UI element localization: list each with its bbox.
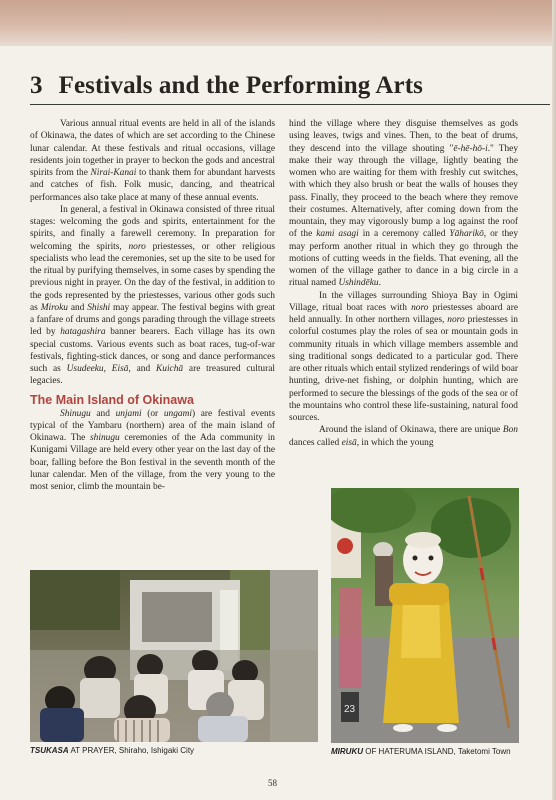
chapter-title [30, 72, 530, 100]
page-edge [552, 0, 556, 800]
left-column [30, 118, 275, 493]
tsukasa-caption-bold: TSUKASA [30, 746, 69, 755]
miruku-caption [331, 747, 531, 757]
section-heading: The Main Island of Okinawa [30, 392, 194, 407]
tsukasa-caption [30, 746, 318, 756]
miruku-caption-text: OF HATERUMA ISLAND, Taketomi Town [363, 747, 511, 756]
chapter-title-text: Festivals and the Performing Arts [58, 72, 423, 99]
main-island-paragraph: Shinugu and unjami (or ungami) are festival events typical of the Yambaru (northern) area of the main island of Okinawa. The shinugu ceremonies of the Ada community in Kunigami Village are held every other year on the last day of the boar, falling before the Bon festival in the seventh month of the lunar calendar. Men of the village, from the very young to the most senior, climb the mountain be- [30, 408, 275, 492]
title-rule [30, 104, 550, 105]
tsukasa-photo-illustration [30, 570, 318, 742]
tsukasa-photo [30, 570, 318, 742]
miruku-photo-number: 23 [344, 704, 356, 715]
miruku-photo [331, 488, 519, 743]
right-column [289, 118, 518, 449]
top-color-band [0, 0, 556, 46]
continued-paragraph: hind the village where they disguise themselves as gods using leaves, twigs and vines. Then, to the beat of drums, they descend into the village shouting "ē-hē-hō-i." They make their way through the village, lightly beating the women who are waiting for them with freshly cut switches, with which they also brush or beat the walls of houses they pass. Finally, they proceed to the beach where they remove their costumes. Alternatively, after coming down from the mountain, they may vigorously bump a log against the roof of the kami asagi in a ceremony called Yāharikō, or they may perform another ritual in which they go through the motions of cutting weeds in the fields. That evening, all the women of the village gather to dance in a big circle in a ritual named Ushindēku. [289, 119, 519, 289]
miruku-photo-illustration [331, 488, 519, 743]
tsukasa-caption-text: AT PRAYER, Shiraho, Ishigaki City [68, 746, 195, 755]
bon-dance-paragraph: Around the island of Okinawa, there are unique Bon dances called eisā, in which the young [289, 425, 518, 448]
miruku-caption-bold: MIRUKU [331, 747, 363, 756]
festival-stages-paragraph: In general, a festival in Okinawa consisted of three ritual stages: welcoming the gods and spirits, entertainment for the spirits, and finally a farewell ceremony. In preparation for welcoming the spirits, noro priestesses, or other religious specialists who lead the ceremonies, set up the site to be used for the ritual by purifying themselves, in some cases by spending the previous night in prayer. On the day of the festival, in addition to the gods represented by the priestesses, various other gods such as Miroku and Shishi may appear. The festival begins with great a fanfare of drums and gongs parading through the village streets led by hatagashira banner bearers. Each village has its own special customs. Various events such as boat races, tug-of-war festivals, fighting-stick dances, or song and dance performances such as Usudeeku, Eisā, and Kuichā are treasured cultural legacies. [30, 204, 276, 387]
chapter-number: 3 [30, 72, 43, 99]
intro-paragraph: Various annual ritual events are held in all of the islands of Okinawa, the dates of which are set according to the Chinese lunar calendar. At these festivals and ritual occasions, village residents join together in prayer to beckon the gods and ancestral spirits from the Nirai-Kanai to thank them for abundant harvests and catches of fish. Folk music, dancing, and theatrical performances also take place at many of these annual events. [30, 119, 275, 203]
shioya-bay-paragraph: In the villages surrounding Shioya Bay in Ogimi Village, ritual boat races with noro priestesses aboard are held annually. In other northern villages, noro priestesses in colorful costumes play the roles of sea or mountain gods in community rituals in which village members assemble and sing traditional songs dedicated to a particular god. There are other rituals which entail stylized renderings of wild boar hunting, drive-net fishing, or dolphin hunting, which are performed to secure the blessings of the gods of the sea or of the mountains who control these life-sustaining, natural food sources. [289, 290, 518, 423]
page-number: 58 [268, 778, 277, 788]
